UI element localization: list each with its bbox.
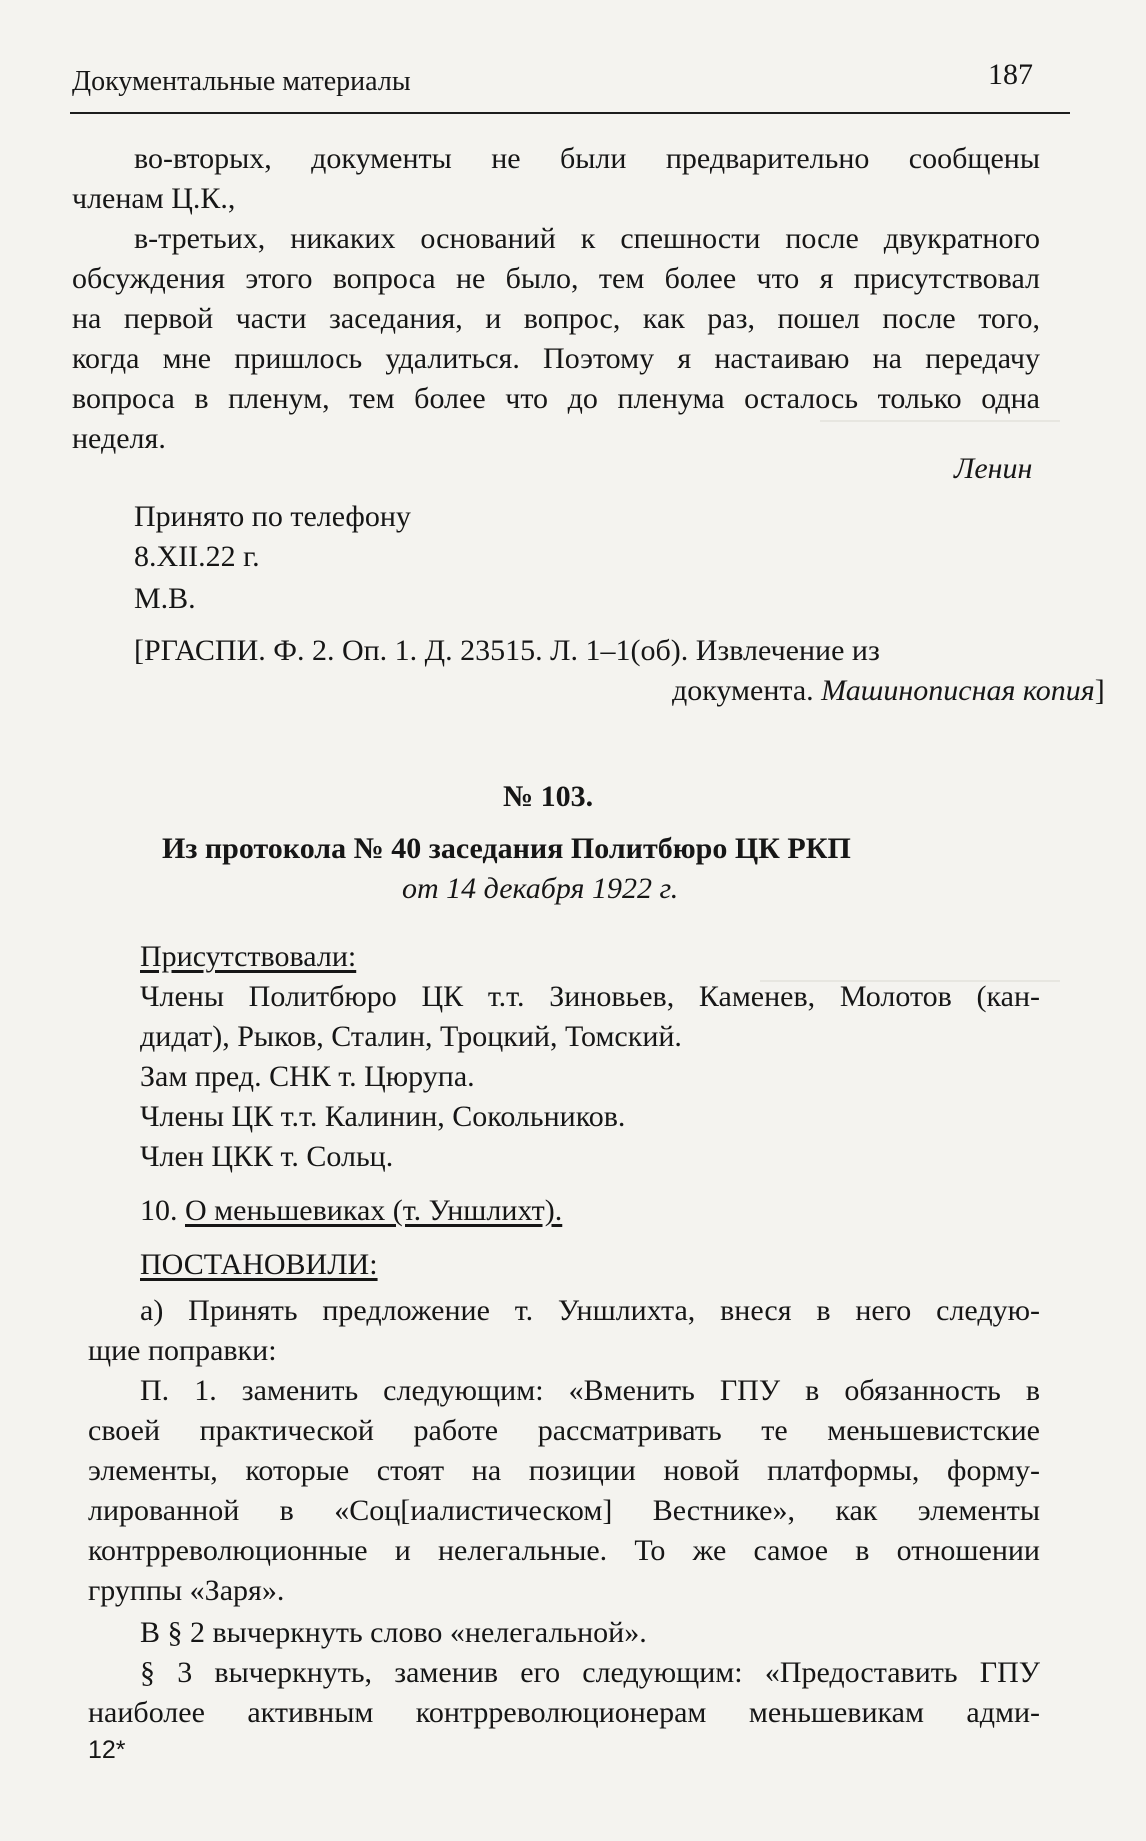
resolution-line: лированной в «Соц[иалистическом] Вестнике», как элементы xyxy=(88,1494,1040,1527)
letter-line: членам Ц.К., xyxy=(72,182,236,215)
attendance-line: дидат), Рыков, Сталин, Троцкий, Томский. xyxy=(140,1020,682,1053)
letter-line: на первой части заседания, и вопрос, как раз, пошел после того, xyxy=(72,302,1040,335)
document-date: от 14 декабря 1922 г. xyxy=(402,872,679,905)
resolution-line: щие поправки: xyxy=(88,1334,277,1367)
resolution-line: элементы, которые стоят на позиции новой платформы, форму- xyxy=(88,1454,1040,1487)
attendance-heading: Присутствовали: xyxy=(140,940,357,973)
letter-line: во-вторых, документы не были предварительно сообщены xyxy=(134,142,1040,175)
resolution-line: группы «Заря». xyxy=(88,1574,285,1607)
source-bracket: ] xyxy=(1094,674,1105,707)
resolution-line: наиболее активным контрреволюционерам меньшевикам адми- xyxy=(88,1696,1040,1729)
letter-line: неделя. xyxy=(72,422,166,455)
resolution-line: П. 1. заменить следующим: «Вменить ГПУ в обязанность в xyxy=(140,1374,1040,1407)
letter-line: вопроса в пленум, тем более что до пленума осталось только одна xyxy=(72,382,1040,415)
agenda-item-number: 10. xyxy=(140,1194,178,1227)
source-reference-cont xyxy=(672,672,1105,710)
resolution-line: § 3 вычеркнуть, заменив его следующим: «Предоставить ГПУ xyxy=(140,1656,1040,1689)
document-number: № 103. xyxy=(503,780,594,813)
agenda-item xyxy=(140,1192,562,1230)
resolution-line: своей практической работе рассматривать те меньшевистские xyxy=(88,1414,1040,1447)
resolution-line: а) Принять предложение т. Уншлихта, внеся в него следую- xyxy=(140,1294,1040,1327)
signature-lenin: Ленин xyxy=(954,452,1033,485)
letter-line: когда мне пришлось удалиться. Поэтому я настаиваю на передачу xyxy=(72,342,1040,375)
resolution-line: В § 2 вычеркнуть слово «нелегальной». xyxy=(140,1616,647,1649)
running-header: Документальные материалы xyxy=(72,66,411,97)
page-number: 187 xyxy=(988,58,1033,91)
received-initials: М.В. xyxy=(134,582,196,615)
source-copy-type: Машинописная копия xyxy=(821,674,1095,707)
letter-line: обсуждения этого вопроса не было, тем более что я присутствовал xyxy=(72,262,1040,295)
document-title: Из протокола № 40 заседания Политбюро ЦК РКП xyxy=(162,832,851,865)
resolution-heading: ПОСТАНОВИЛИ: xyxy=(140,1248,378,1281)
bleed-through-line xyxy=(820,420,1060,422)
header-rule xyxy=(70,112,1070,114)
letter-line: в-третьих, никаких оснований к спешности после двукратного xyxy=(134,222,1040,255)
source-reference: [РГАСПИ. Ф. 2. Оп. 1. Д. 23515. Л. 1–1(об). Извлечение из xyxy=(134,634,880,667)
attendance-line: Член ЦКК т. Сольц. xyxy=(140,1140,394,1173)
attendance-line: Члены Политбюро ЦК т.т. Зиновьев, Каменев, Молотов (кан- xyxy=(140,980,1040,1013)
attendance-line: Зам пред. СНК т. Цюрупа. xyxy=(140,1060,475,1093)
resolution-line: контрреволюционные и нелегальные. То же самое в отношении xyxy=(88,1534,1040,1567)
attendance-line: Члены ЦК т.т. Калинин, Сокольников. xyxy=(140,1100,626,1133)
received-note: Принято по телефону xyxy=(134,500,411,533)
source-doc-label: документа. xyxy=(672,674,814,707)
printer-signature-mark: 12* xyxy=(88,1736,126,1764)
agenda-item-subject: О меньшевиках (т. Уншлихт). xyxy=(185,1194,563,1227)
received-date: 8.XII.22 г. xyxy=(134,540,260,573)
